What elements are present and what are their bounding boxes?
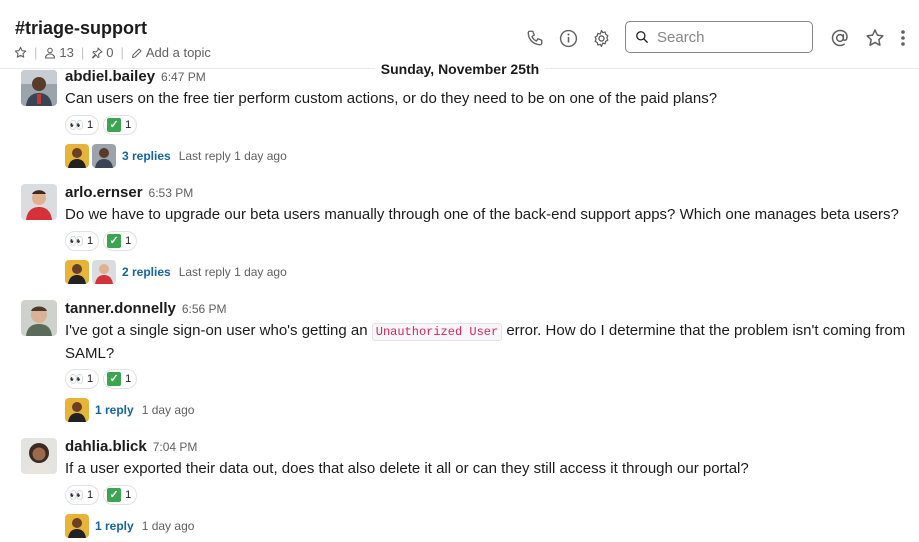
reaction-eyes[interactable] [65, 485, 99, 505]
replies-link[interactable]: 1 reply [95, 519, 134, 533]
author-name[interactable]: tanner.donnelly [65, 300, 176, 317]
last-reply-time: Last reply 1 day ago [178, 149, 287, 163]
pinned-count-button[interactable] [91, 45, 113, 60]
message-text: If a user exported their data out, does that also delete it all or can they still access it through our portal? [65, 460, 749, 477]
avatar[interactable] [21, 300, 57, 336]
reactions [65, 231, 137, 251]
message-text [65, 320, 910, 365]
thread-summary[interactable] [65, 260, 287, 284]
message-text-part: I've got a single sign-on user who's getting an [65, 322, 368, 339]
reply-avatar [65, 144, 89, 168]
last-reply-time: 1 day ago [141, 519, 195, 533]
avatar-photo-replier [65, 260, 89, 284]
avatar-photo-replier [65, 144, 89, 168]
message-time[interactable]: 6:47 PM [161, 70, 206, 84]
pinned-count: 0 [106, 45, 114, 60]
channel-meta [14, 45, 211, 60]
starred-items-button[interactable] [864, 27, 886, 49]
info-icon [559, 29, 578, 48]
thread-summary[interactable] [65, 398, 194, 422]
author-name[interactable]: arlo.ernser [65, 184, 143, 201]
reaction-check[interactable] [103, 485, 137, 505]
eyes-icon: 👀 [69, 488, 84, 502]
eyes-icon: 👀 [69, 234, 84, 248]
avatar-photo-abdiel [21, 70, 57, 106]
star-channel-button[interactable] [14, 46, 27, 59]
avatar-photo-arlo [92, 260, 116, 284]
inline-code: Unauthorized User [372, 323, 502, 341]
author-name[interactable]: abdiel.bailey [65, 68, 156, 85]
thread-summary[interactable] [65, 514, 194, 538]
star-outline-icon [14, 46, 27, 59]
message-time[interactable]: 7:04 PM [152, 440, 198, 454]
add-topic-button[interactable] [131, 45, 211, 60]
message-author[interactable] [65, 438, 197, 455]
reaction-count: 1 [125, 489, 132, 501]
replies-link[interactable]: 1 reply [95, 403, 134, 417]
reaction-count: 1 [125, 373, 132, 385]
replies-link[interactable]: 2 replies [122, 265, 171, 279]
channel-details-button[interactable] [557, 27, 579, 49]
reaction-count: 1 [86, 119, 94, 131]
channel-settings-button[interactable] [590, 27, 612, 49]
last-reply-time: Last reply 1 day ago [178, 265, 287, 279]
reply-avatar [65, 398, 89, 422]
avatar[interactable] [21, 70, 57, 106]
check-icon: ✓ [107, 234, 121, 248]
reaction-count: 1 [86, 373, 94, 385]
reaction-count: 1 [125, 235, 132, 247]
more-vertical-icon [900, 29, 906, 47]
eyes-icon: 👀 [69, 372, 84, 386]
avatar-photo-arlo [21, 184, 57, 220]
phone-icon [526, 29, 544, 47]
reactions [65, 485, 137, 505]
reaction-eyes[interactable] [65, 369, 99, 389]
call-button[interactable] [524, 27, 546, 49]
thread-summary[interactable] [65, 144, 287, 168]
channel-name[interactable]: #triage-support [15, 18, 148, 38]
reaction-eyes[interactable] [65, 115, 99, 135]
author-name[interactable]: dahlia.blick [65, 438, 147, 455]
reply-avatar [65, 514, 89, 538]
add-topic-label: Add a topic [145, 45, 211, 60]
avatar-photo-tanner [21, 300, 57, 336]
member-count: 13 [59, 45, 74, 60]
reaction-eyes[interactable] [65, 231, 99, 251]
message-author[interactable] [65, 184, 193, 201]
star-icon [865, 28, 885, 48]
mentions-button[interactable] [829, 27, 851, 49]
avatar[interactable] [21, 438, 57, 474]
search-icon [635, 30, 649, 44]
reaction-count: 1 [86, 235, 94, 247]
message-time[interactable]: 6:53 PM [148, 186, 194, 200]
check-icon: ✓ [107, 372, 121, 386]
avatar-photo-replier [65, 514, 89, 538]
message-text-part: error. How do I determine that the problem isn't coming from SAML? [65, 322, 906, 362]
avatar[interactable] [21, 184, 57, 220]
member-count-button[interactable] [44, 45, 73, 60]
meta-divider: | [34, 45, 38, 60]
reply-avatar [65, 260, 89, 284]
at-sign-icon [830, 28, 850, 48]
search-input[interactable] [655, 28, 809, 47]
avatar-photo-dahlia [21, 438, 57, 474]
check-icon: ✓ [107, 488, 121, 502]
message-text: Can users on the free tier perform custom actions, or do they need to be on one of the paid plans? [65, 90, 718, 107]
reaction-count: 1 [86, 489, 94, 501]
pin-icon [91, 47, 103, 59]
reaction-count: 1 [125, 119, 132, 131]
message-text: Do we have to upgrade our beta users manually through one of the back-end support apps? Which one manages beta users? [65, 206, 899, 223]
reply-avatar [92, 144, 116, 168]
avatar-photo-replier [65, 398, 89, 422]
more-options-button[interactable] [893, 27, 913, 49]
date-divider: Sunday, November 25th [375, 59, 545, 79]
check-icon: ✓ [107, 118, 121, 132]
last-reply-time: 1 day ago [141, 403, 195, 417]
avatar-photo-abdiel [92, 144, 116, 168]
message-author[interactable] [65, 300, 227, 317]
message-author[interactable] [65, 68, 206, 85]
reactions [65, 115, 137, 135]
reactions [65, 369, 137, 389]
search-box[interactable] [625, 21, 813, 53]
reaction-check[interactable] [103, 369, 137, 389]
eyes-icon: 👀 [69, 118, 84, 132]
reply-avatar [92, 260, 116, 284]
meta-divider: | [120, 45, 124, 60]
gear-icon [592, 29, 611, 48]
pencil-icon [131, 47, 143, 59]
reaction-check[interactable] [103, 115, 137, 135]
reaction-check[interactable] [103, 231, 137, 251]
replies-link[interactable]: 3 replies [122, 149, 171, 163]
meta-divider: | [80, 45, 85, 60]
message-time[interactable]: 6:56 PM [181, 302, 227, 316]
person-icon [44, 47, 56, 59]
